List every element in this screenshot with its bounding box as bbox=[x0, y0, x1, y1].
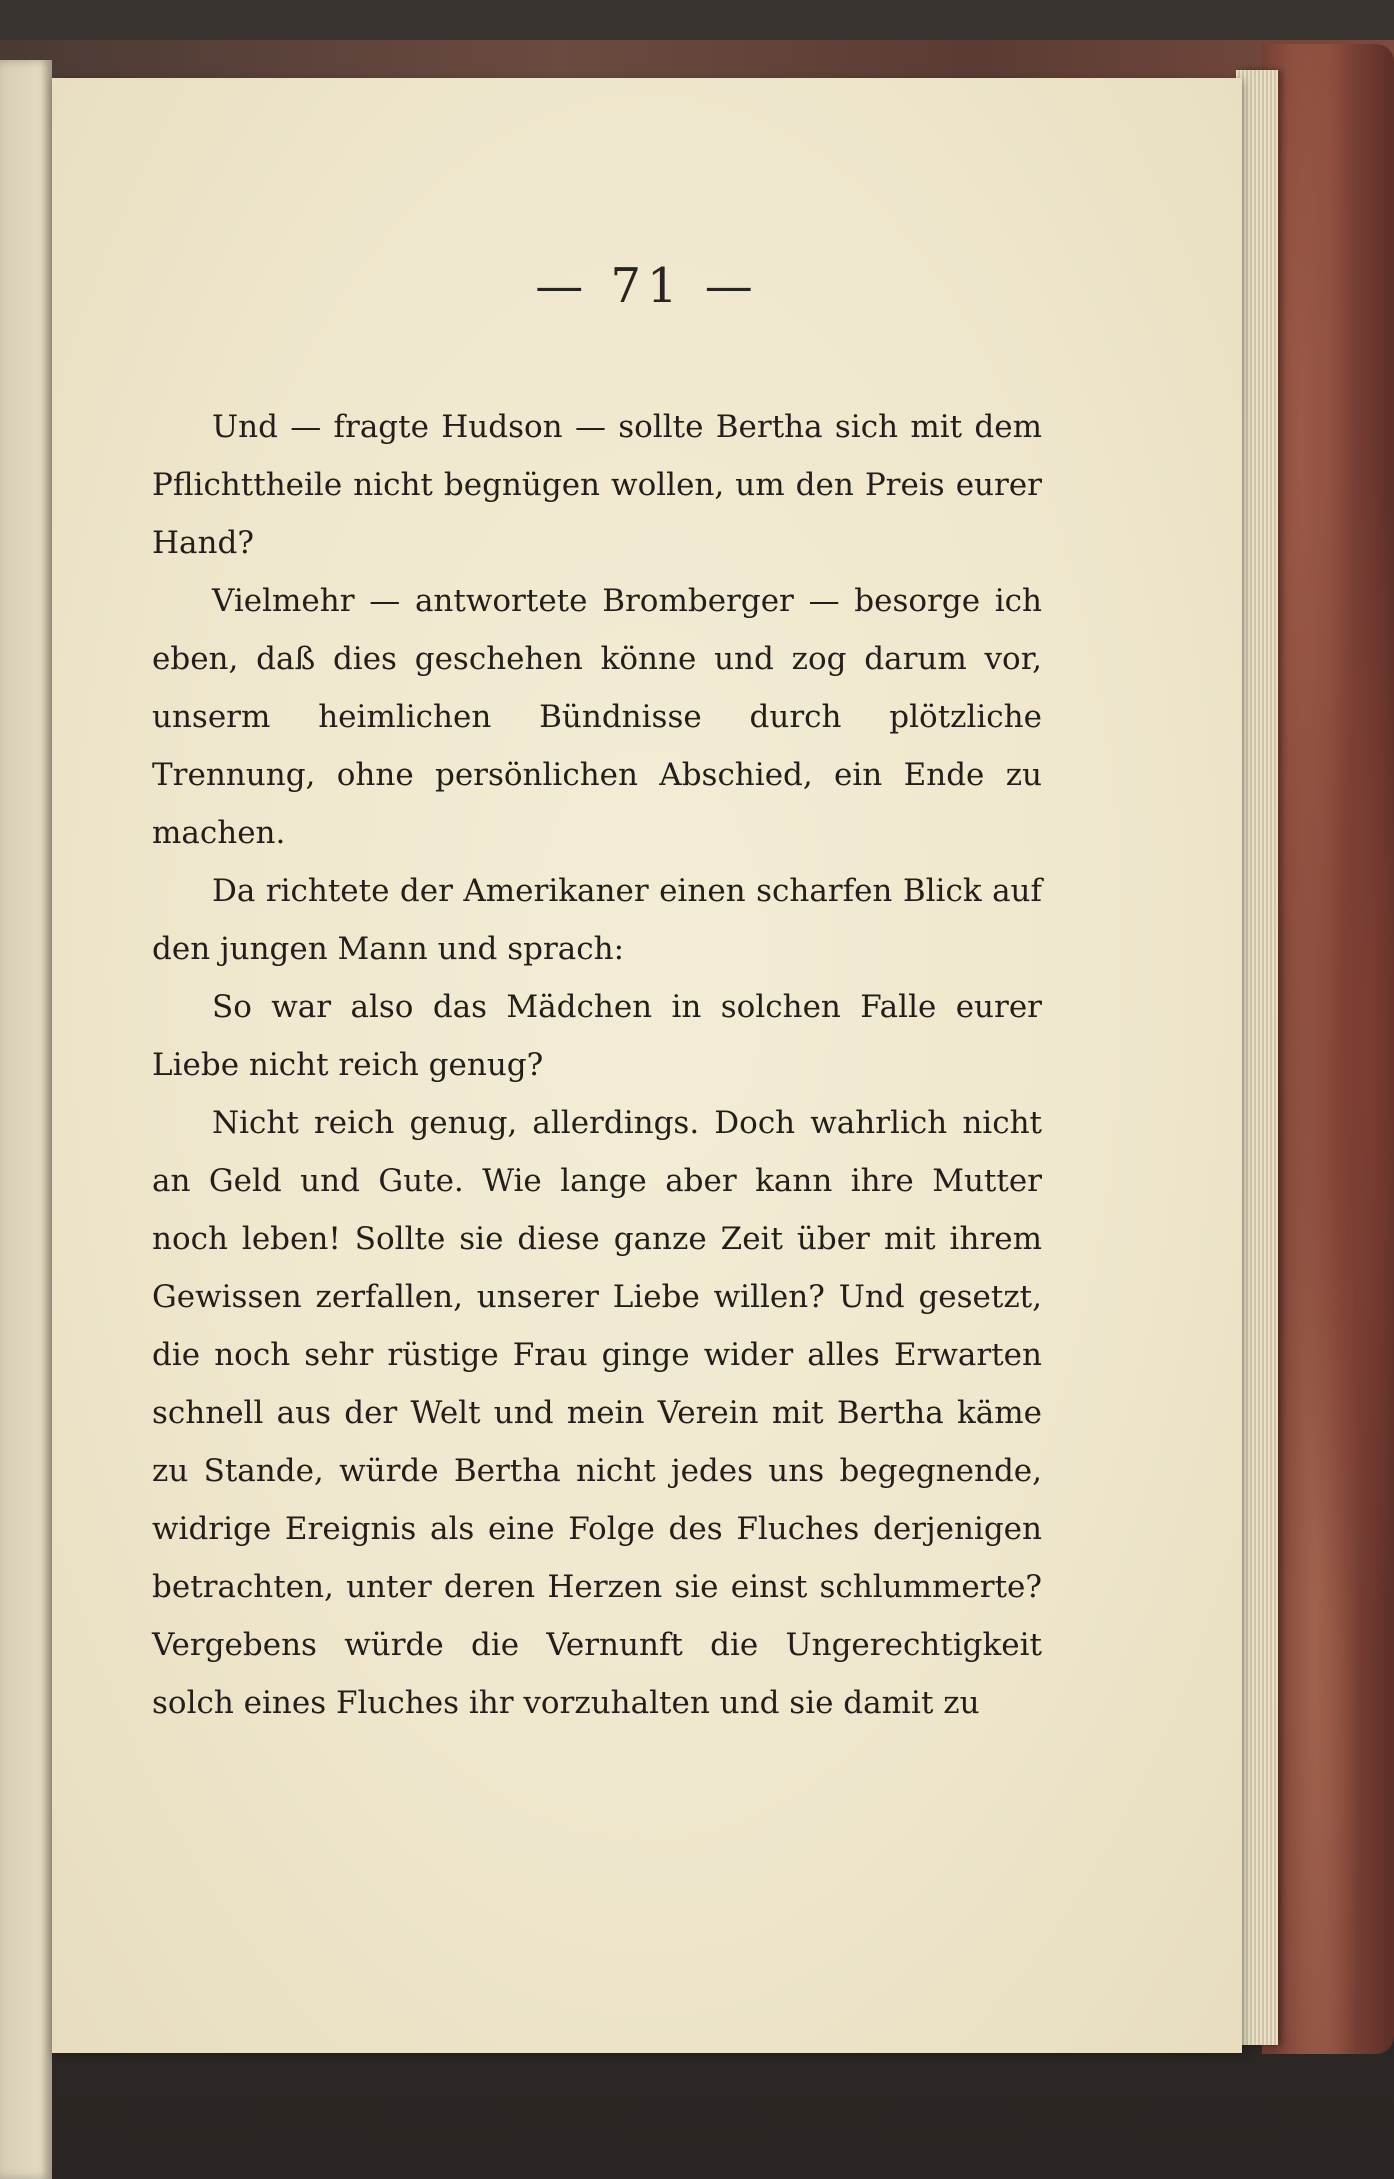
paragraph: Nicht reich genug, allerdings. Doch wahrlich nicht an Geld und Gute. Wie lange aber kann ihre Mutter noch leben! Sollte sie diese ganze Zeit über mit ihrem Gewissen zerfallen, unserer Liebe willen? Und gesetzt, die noch sehr rüstige Frau ginge wider alles Erwarten schnell aus der Welt und mein Verein mit Bertha käme zu Stande, würde Bertha nicht jedes uns begegnende, widrige Ereignis als eine Folge des Fluches derjenigen betrachten, unter deren Herzen sie einst schlummerte? Vergebens würde die Vernunft die Ungerechtigkeit solch eines Fluches ihr vorzuhalten und sie damit zu bbox=[152, 1105, 1042, 1721]
paragraph: So war also das Mädchen in solchen Falle eurer Liebe nicht reich genug? bbox=[152, 989, 1042, 1083]
paragraph: Vielmehr — antwortete Bromberger — besorge ich eben, daß dies geschehen könne und zog darum vor, unserm heimlichen Bündnisse durch plötzliche Trennung, ohne persönlichen Abschied, ein Ende zu machen. bbox=[152, 583, 1042, 851]
paragraph: Da richtete der Amerikaner einen scharfen Blick auf den jungen Mann und sprach: bbox=[152, 873, 1042, 967]
page-number: — 71 — bbox=[535, 258, 759, 314]
book-page bbox=[52, 78, 1242, 2053]
page-edge-stack bbox=[1236, 70, 1278, 2045]
paragraph: Und — fragte Hudson — sollte Bertha sich mit dem Pflichttheile nicht begnügen wollen, um den Preis eurer Hand? bbox=[152, 409, 1042, 561]
marbled-cover bbox=[1262, 44, 1394, 2054]
facing-page-edge bbox=[0, 60, 52, 2179]
body-text bbox=[152, 398, 1042, 1732]
